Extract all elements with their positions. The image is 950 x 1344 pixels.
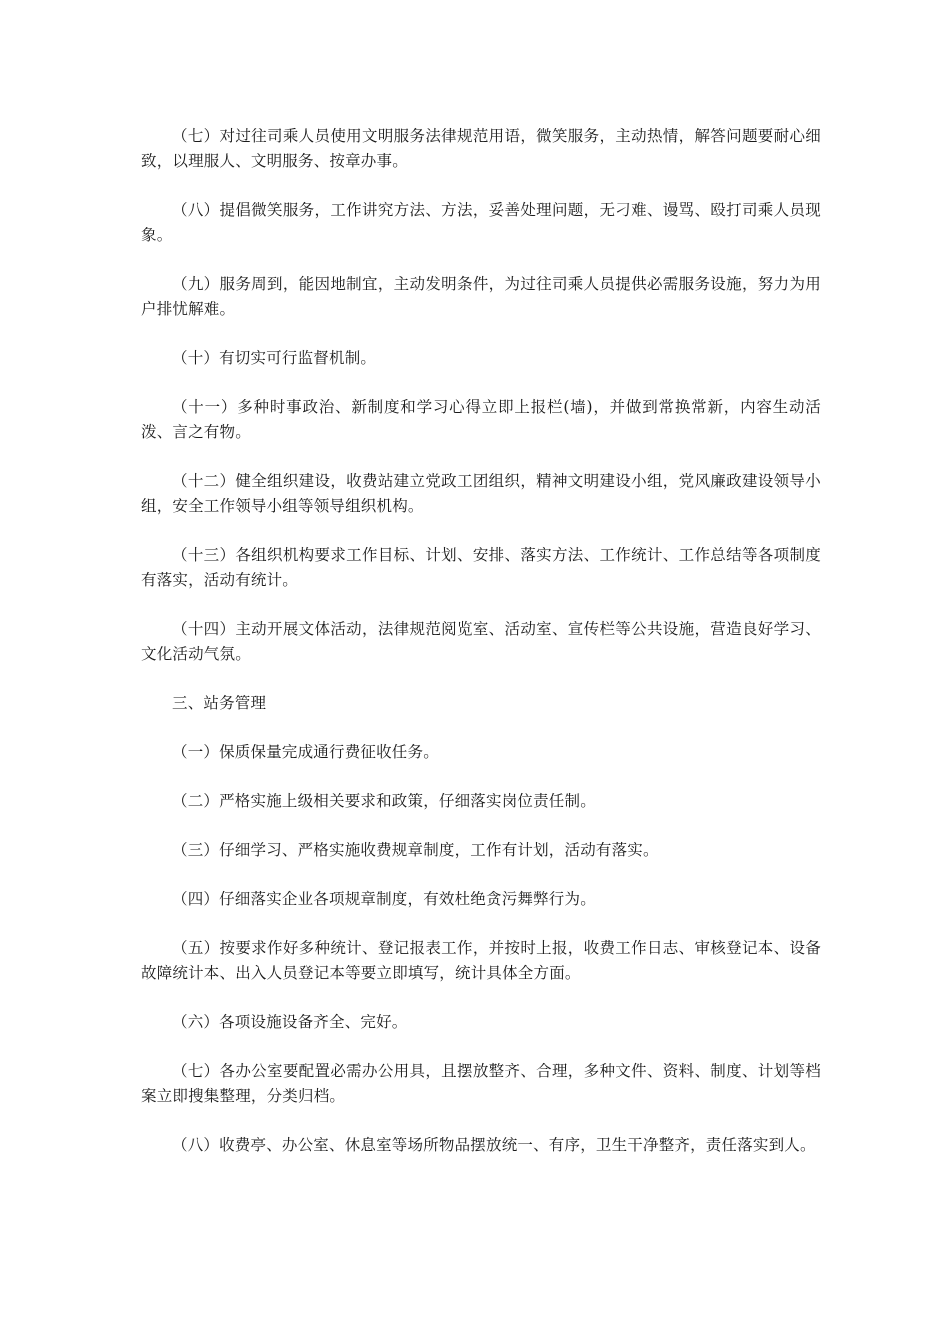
- station-item-3: （三）仔细学习、严格实施收费规章制度，工作有计划，活动有落实。: [172, 841, 659, 859]
- station-item-7: （七）各办公室要配置必需办公用具，且摆放整齐、合理，多种文件、资料、制度、计划等档案立即搜集整理，分类归档。: [141, 1062, 821, 1105]
- station-item-8: （八）收费亭、办公室、休息室等场所物品摆放统一、有序，卫生干净整齐，责任落实到人。: [172, 1136, 816, 1154]
- station-item-5: （五）按要求作好多种统计、登记报表工作，并按时上报，收费工作日志、审核登记本、设备故障统计本、出入人员登记本等要立即填写，统计具体全方面。: [141, 939, 821, 982]
- paragraph-10: （十）有切实可行监督机制。: [172, 349, 377, 367]
- paragraph-9: （九）服务周到，能因地制宜，主动发明条件，为过往司乘人员提供必需服务设施，努力为用户排忧解难。: [141, 275, 821, 318]
- station-item-4: （四）仔细落实企业各项规章制度，有效杜绝贪污舞弊行为。: [172, 890, 596, 908]
- paragraph-8: （八）提倡微笑服务，工作讲究方法、方法，妥善处理问题，无刁难、谩骂、殴打司乘人员现象。: [141, 201, 821, 244]
- paragraph-12: （十二）健全组织建设，收费站建立党政工团组织，精神文明建设小组，党风廉政建设领导小组，安全工作领导小组等领导组织机构。: [141, 472, 821, 515]
- section-heading-station-management: 三、站务管理: [172, 694, 267, 712]
- paragraph-14: （十四）主动开展文体活动，法律规范阅览室、活动室、宣传栏等公共设施，营造良好学习、文化活动气氛。: [141, 620, 821, 663]
- paragraph-13: （十三）各组织机构要求工作目标、计划、安排、落实方法、工作统计、工作总结等各项制度有落实，活动有统计。: [141, 546, 821, 589]
- station-item-2: （二）严格实施上级相关要求和政策，仔细落实岗位责任制。: [172, 792, 596, 810]
- paragraph-7: （七）对过往司乘人员使用文明服务法律规范用语，微笑服务，主动热情，解答问题要耐心细致，以理服人、文明服务、按章办事。: [141, 127, 821, 170]
- document-body: [141, 124, 821, 1182]
- paragraph-11: （十一）多种时事政治、新制度和学习心得立即上报栏(墙)，并做到常换常新，内容生动活泼、言之有物。: [141, 398, 821, 441]
- station-item-6: （六）各项设施设备齐全、完好。: [172, 1013, 408, 1031]
- station-item-1: （一）保质保量完成通行费征收任务。: [172, 743, 439, 761]
